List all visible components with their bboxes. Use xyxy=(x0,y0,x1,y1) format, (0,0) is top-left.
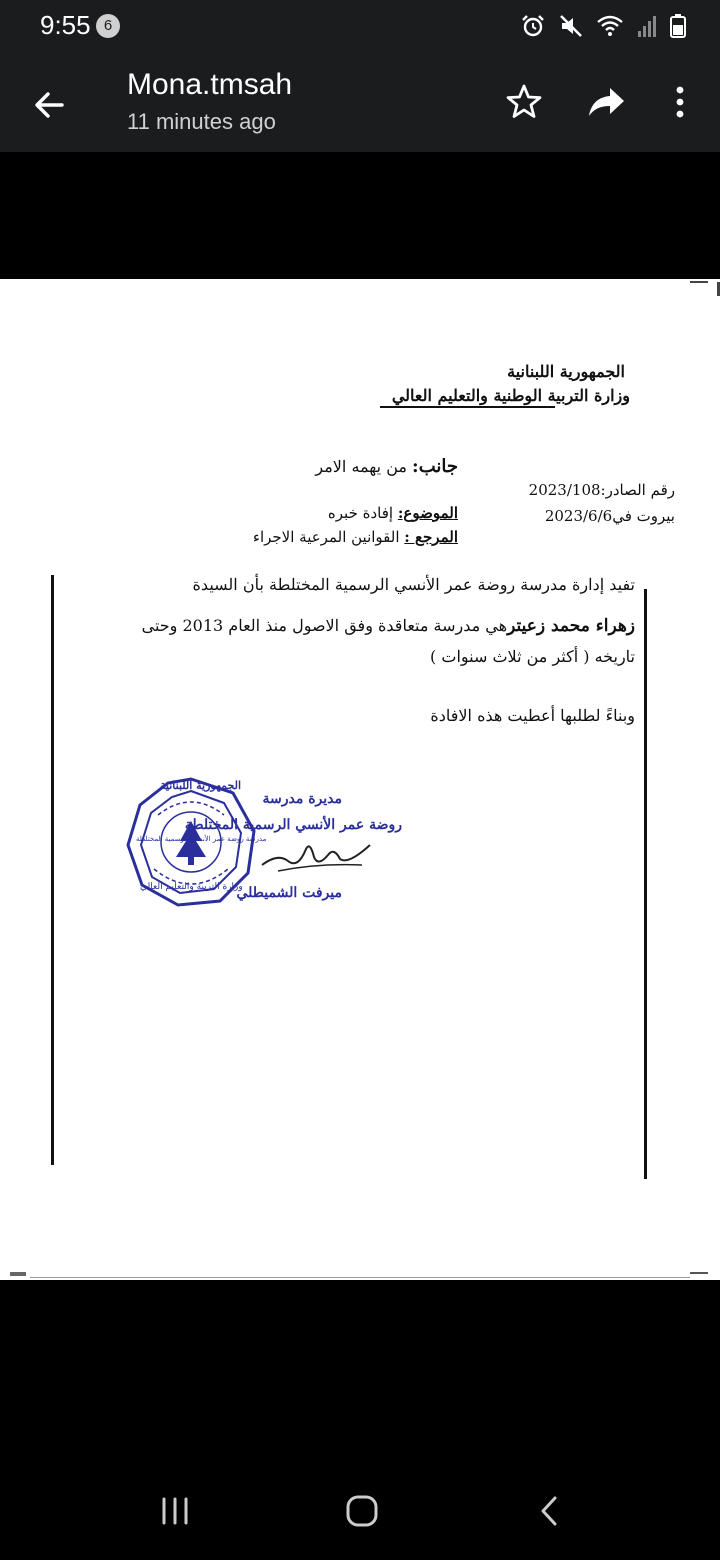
body-line-2 xyxy=(142,616,635,636)
more-options-icon[interactable] xyxy=(664,82,696,122)
body-line-4: وبناءً لطلبها أعطيت هذه الافادة xyxy=(430,706,635,725)
reference-number: رقم الصادر:2023/108 xyxy=(528,481,675,499)
app-bar xyxy=(0,52,720,152)
alarm-icon xyxy=(520,13,546,39)
back-arrow-icon[interactable] xyxy=(28,84,70,126)
forward-icon[interactable] xyxy=(586,82,628,122)
stamp-text-bottom: وزارة التربية والتعليم العالي xyxy=(140,882,243,892)
addressee-value: من يهمه الامر xyxy=(315,457,407,476)
subject xyxy=(328,504,458,522)
mute-icon xyxy=(558,13,584,39)
signature-name: ميرفت الشميطلي xyxy=(236,885,342,901)
addressee-label: جانب: xyxy=(412,456,458,477)
handwritten-signature xyxy=(258,835,374,875)
status-bar xyxy=(0,0,720,52)
notification-count-badge: 6 xyxy=(96,14,120,38)
body-line-3: تاريخه ( أكثر من ثلاث سنوات ) xyxy=(430,647,635,666)
employee-name: زهراء محمد زعيتر xyxy=(507,616,635,636)
star-icon[interactable] xyxy=(504,82,544,122)
header-republic: الجمهورية اللبنانية xyxy=(507,362,625,381)
right-border-line xyxy=(644,589,647,1179)
document-image[interactable] xyxy=(0,279,720,1280)
wifi-icon xyxy=(596,13,624,39)
legal-reference xyxy=(253,528,458,546)
home-icon[interactable] xyxy=(337,1488,387,1534)
signature-title-2: روضة عمر الأنسي الرسمية المختلطة xyxy=(184,817,402,833)
navigation-bar xyxy=(0,1462,720,1560)
back-nav-icon[interactable] xyxy=(525,1488,575,1534)
document-date: بيروت في2023/6/6 xyxy=(544,507,675,525)
body-line-1: تفيد إدارة مدرسة روضة عمر الأنسي الرسمية المختلطة بأن السيدة xyxy=(192,575,635,594)
addressee xyxy=(315,456,458,477)
signal-icon xyxy=(636,13,658,39)
battery-icon xyxy=(670,13,686,39)
header-ministry: وزارة التربية الوطنية والتعليم العالي xyxy=(391,386,630,405)
sender-title: Mona.tmsah xyxy=(127,68,293,101)
recent-apps-icon[interactable] xyxy=(150,1488,200,1534)
stamp-text-top: الجمهورية اللبنانية xyxy=(160,779,242,792)
status-time: 9:55 xyxy=(40,10,91,40)
left-border-line xyxy=(51,575,54,1165)
status-icons xyxy=(520,12,686,40)
subject-value: إفادة خبره xyxy=(327,504,394,522)
subject-label: الموضوع: xyxy=(397,504,458,522)
signature-title-1: مديرة مدرسة xyxy=(262,791,342,807)
stamp-text-center: مدرسة روضة عمر الأنسي الرسمية المختلطة xyxy=(136,835,267,843)
sent-time: 11 minutes ago xyxy=(127,109,276,134)
body-line-2-rest: هي مدرسة متعاقدة وفق الاصول منذ العام 2013 وحتى xyxy=(141,616,508,635)
legal-reference-value: القوانين المرعية الاجراء xyxy=(252,528,400,546)
legal-reference-label: المرجع : xyxy=(404,528,458,546)
